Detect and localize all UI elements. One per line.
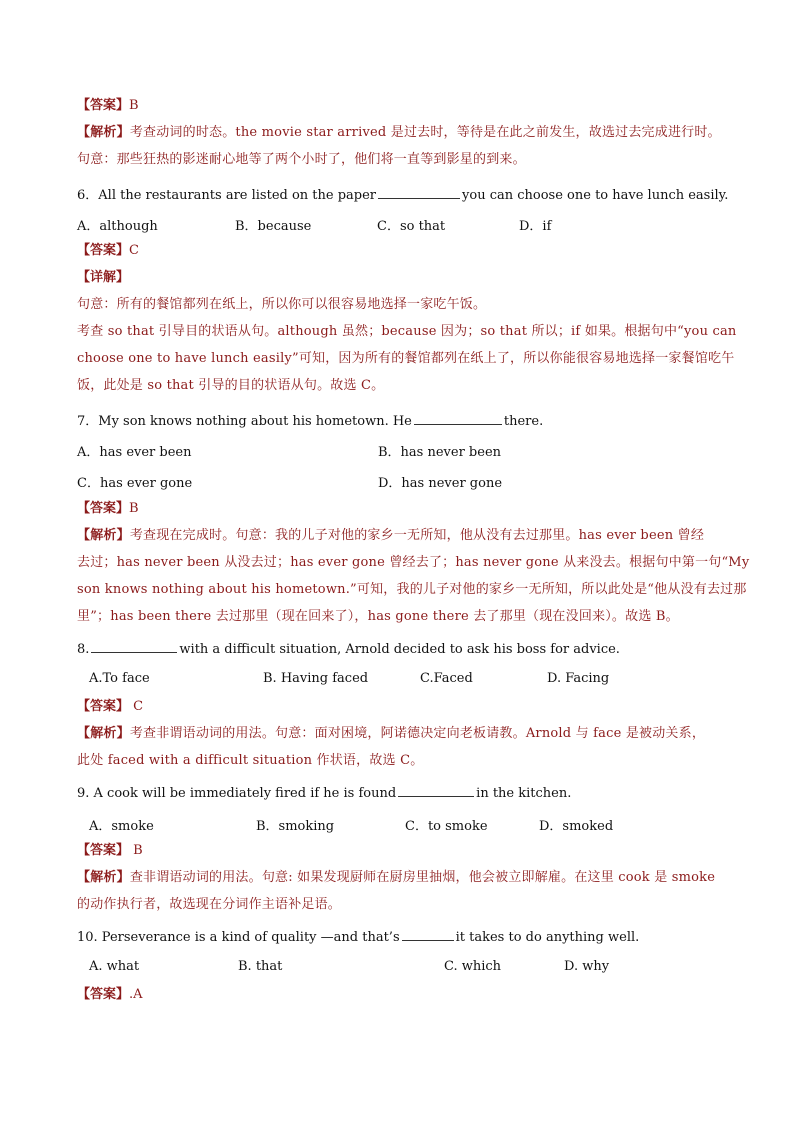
answer-tag: 【答案】: [77, 843, 130, 858]
explanation-line: 里”；has been there 去过那里（现在回来了），has gone there 去了那里（现在没回来）。故选 B。: [77, 609, 679, 624]
question-7: [77, 410, 543, 429]
analysis-text: 考查动词的时态。the movie star arrived 是过去时，等待是在此之前发生，故选过去完成进行时。: [129, 125, 721, 140]
option-d: D．if: [519, 219, 552, 234]
answer-tag: 【答案】: [77, 987, 130, 1002]
option-d: D．has never gone: [378, 476, 503, 491]
analysis-line: [77, 524, 704, 543]
explanation-line: 饭，此处是 so that 引导的目的状语从句。故选 C。: [77, 378, 385, 393]
analysis-line: [77, 121, 721, 140]
option-d: D．smoked: [539, 819, 614, 834]
explanation-line: 句意：所有的餐馆都列在纸上，所以你可以很容易地选择一家吃午饭。: [77, 297, 487, 312]
option-c: C. which: [444, 959, 502, 974]
detail-tag: 【详解】: [77, 270, 130, 285]
option-b: B. Having faced: [263, 671, 369, 686]
option-d: D. why: [564, 959, 610, 974]
answer-line: [77, 497, 139, 516]
question-7-stem: 7．My son knows nothing about his hometown. He: [77, 414, 412, 429]
analysis-tag: 【解析】: [77, 528, 130, 543]
answer-line: [77, 839, 143, 858]
answer-tag: 【答案】: [77, 699, 130, 714]
answer-value: C: [129, 699, 144, 714]
option-c: C．has ever gone: [77, 476, 193, 491]
question-10: [77, 928, 639, 945]
explanation-line: choose one to have lunch easily”可知，因为所有的餐馆都列在纸上了，所以你能很容易地选择一家餐馆吃午: [77, 351, 735, 366]
analysis-text: 查非谓语动词的用法。句意: 如果发现厨师在厨房里抽烟，他会被立即解雇。在这里 cook 是 smoke: [129, 870, 716, 885]
question-9: [77, 784, 571, 801]
explanation-line: 此处 faced with a difficult situation 作状语，故选 C。: [77, 753, 424, 768]
question-9-stem-end: in the kitchen.: [476, 786, 572, 801]
option-a: A．has ever been: [77, 445, 192, 460]
option-d: D. Facing: [547, 671, 610, 686]
option-c: C．so that: [377, 219, 446, 234]
answer-value: B: [129, 501, 139, 516]
answer-tag: 【答案】: [77, 501, 130, 516]
option-b: B．smoking: [256, 819, 335, 834]
answer-blank: [91, 640, 177, 653]
answer-line: [77, 239, 139, 258]
answer-blank: [402, 928, 454, 941]
option-b: B. that: [238, 959, 283, 974]
explanation-line: 去过；has never been 从没去过；has ever gone 曾经去了；has never gone 从来没去。根据句中第一句“My: [77, 555, 750, 570]
explanation-line: son knows nothing about his hometown.”可知，我的儿子对他的家乡一无所知，所以此处是“他从没有去过那: [77, 582, 747, 597]
option-b: B．has never been: [378, 445, 502, 460]
question-6-stem: 6．All the restaurants are listed on the paper: [77, 188, 377, 203]
option-a: A. what: [89, 959, 140, 974]
option-a: A．smoke: [89, 819, 154, 834]
answer-line: [77, 695, 143, 714]
question-8-stem: 8.: [77, 642, 90, 657]
answer-value: B: [129, 98, 139, 113]
analysis-tag: 【解析】: [77, 870, 130, 885]
detail-line: [77, 266, 129, 285]
answer-blank: [378, 186, 460, 199]
answer-line: [77, 94, 139, 113]
analysis-tag: 【解析】: [77, 125, 130, 140]
explanation-line: 考查 so that 引导目的状语从句。although 虽然；because 因为；so that 所以；if 如果。根据句中“you can: [77, 324, 737, 339]
question-6: [77, 184, 728, 203]
answer-tag: 【答案】: [77, 98, 130, 113]
answer-value: C: [129, 243, 139, 258]
answer-value: B: [129, 843, 143, 858]
question-10-stem: 10. Perseverance is a kind of quality —and that’s: [77, 930, 400, 945]
question-9-stem: 9. A cook will be immediately fired if he is found: [77, 786, 397, 801]
option-a: A．although: [77, 219, 158, 234]
question-7-stem-end: there.: [503, 414, 544, 429]
answer-value: .A: [129, 987, 143, 1002]
answer-blank: [414, 412, 502, 425]
analysis-line: [77, 722, 705, 741]
translation-line: 句意：那些狂热的影迷耐心地等了两个小时了，他们将一直等到影星的到来。: [77, 152, 526, 167]
answer-blank: [398, 784, 474, 797]
answer-tag: 【答案】: [77, 243, 130, 258]
analysis-tag: 【解析】: [77, 726, 130, 741]
analysis-line: [77, 866, 715, 885]
question-10-stem-end: it takes to do anything well.: [455, 930, 640, 945]
explanation-line: 的动作执行者，故选现在分词作主语补足语。: [77, 897, 342, 912]
analysis-text: 考查现在完成时。句意：我的儿子对他的家乡一无所知，他从没有去过那里。has ever been 曾经: [129, 528, 705, 543]
option-c: C.Faced: [420, 671, 473, 686]
answer-line: [77, 983, 143, 1002]
option-a: A.To face: [89, 671, 150, 686]
option-b: B．because: [235, 219, 312, 234]
question-6-stem-end: you can choose one to have lunch easily.: [462, 188, 729, 203]
question-8: [77, 640, 620, 657]
option-c: C．to smoke: [405, 819, 488, 834]
question-8-stem-end: with a difficult situation, Arnold decided to ask his boss for advice.: [179, 642, 620, 657]
analysis-text: 考查非谓语动词的用法。句意：面对困境，阿诺德决定向老板请教。Arnold 与 face 是被动关系，: [129, 726, 706, 741]
